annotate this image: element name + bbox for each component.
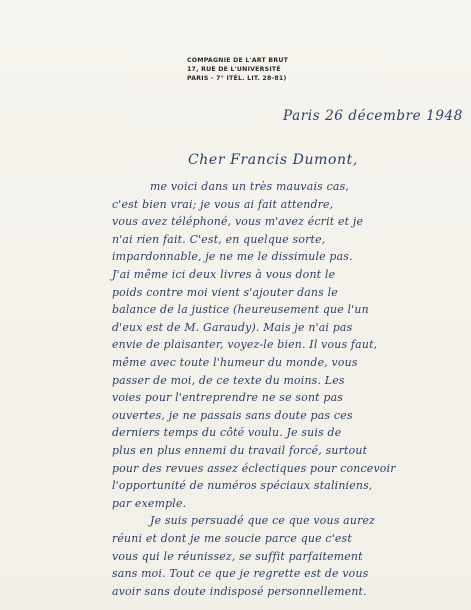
- letter-line: voies pour l'entreprendre ne se sont pas: [112, 391, 344, 405]
- letter-line: d'eux est de M. Garaudy). Mais je n'ai pas: [112, 320, 353, 334]
- letter-line: me voici dans un très mauvais cas,: [150, 180, 350, 193]
- letter-line: réuni et dont je me soucie parce que c'est: [112, 532, 352, 545]
- letter-line: balance de la justice (heureusement que l'un: [112, 303, 369, 317]
- letter-line: par exemple.: [112, 496, 187, 510]
- letter-line: l'opportunité de numéros spéciaux staliniens,: [112, 479, 373, 493]
- letter-line: passer de moi, de ce texte du moins. Les: [112, 373, 345, 387]
- letter-line: plus en plus ennemi du travail forcé, surtout: [112, 444, 368, 457]
- letter-line: même avec toute l'humeur du monde, vous: [112, 356, 358, 369]
- letter-date: Paris 26 décembre 1948: [283, 108, 463, 124]
- letter-line: derniers temps du côté voulu. Je suis de: [112, 426, 342, 440]
- letter-line: c'est bien vrai; je vous ai fait attendre,: [112, 197, 334, 211]
- letter-line: Je suis persuadé que ce que vous aurez: [150, 514, 376, 528]
- letter-line: avoir sans doute indisposé personnellement.: [112, 584, 367, 598]
- letterhead-street: 17, RUE DE L'UNIVERSITÉ: [187, 66, 281, 73]
- letter-line: J'ai même ici deux livres à vous dont le: [112, 268, 336, 281]
- letter-line: poids contre moi vient s'ajouter dans le: [112, 285, 338, 299]
- letter-line: impardonnable, je ne me le dissimule pas.: [112, 250, 353, 264]
- letterhead-city-phone: PARIS - 7° ITÉL. LIT. 28-81): [187, 75, 287, 82]
- letter-line: vous qui le réunissez, se suffit parfaitement: [112, 549, 363, 563]
- letter-line: vous avez téléphoné, vous m'avez écrit et je: [112, 215, 364, 229]
- letterhead-company: COMPAGNIE DE L'ART BRUT: [187, 57, 289, 64]
- letter-line: ouvertes, je ne passais sans doute pas ces: [112, 408, 353, 422]
- letter-line: pour des revues assez éclectiques pour concevoir: [112, 461, 396, 475]
- letter-line: n'ai rien fait. C'est, en quelque sorte,: [112, 232, 326, 246]
- letter-line: envie de plaisanter, voyez-le bien. Il vous faut,: [112, 338, 378, 352]
- letter-salutation: Cher Francis Dumont,: [188, 152, 358, 168]
- letterhead: [187, 56, 288, 83]
- letter-line: sans moi. Tout ce que je regrette est de vous: [112, 567, 369, 581]
